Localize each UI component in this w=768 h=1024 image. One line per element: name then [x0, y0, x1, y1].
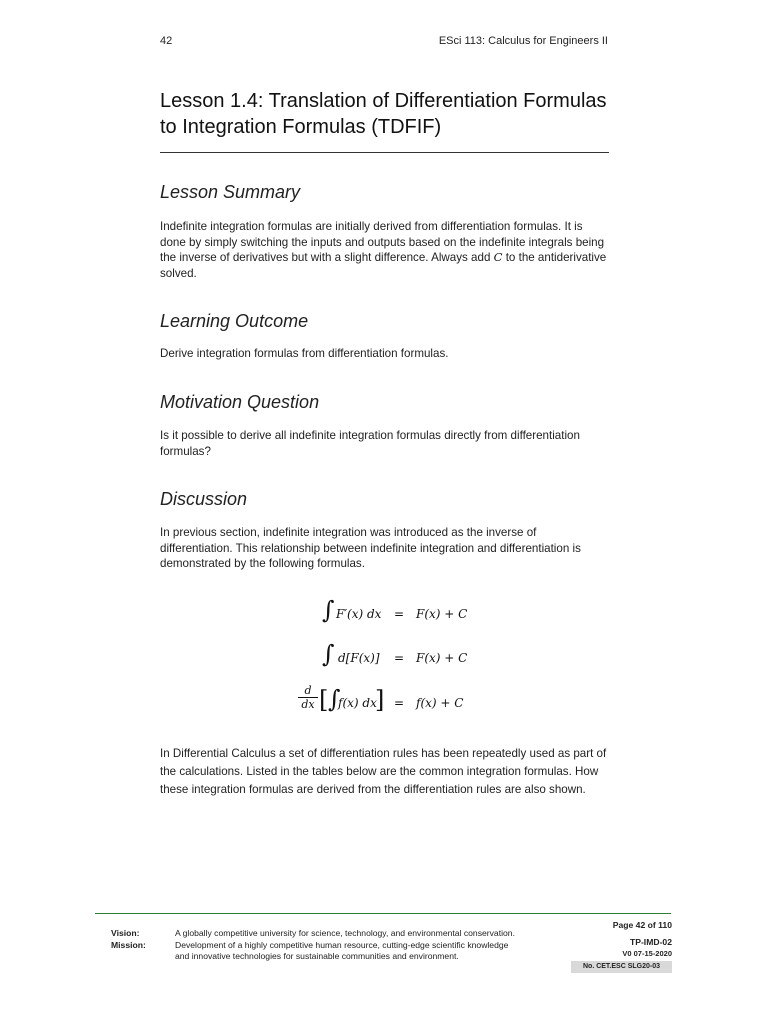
lesson-summary-text: [160, 219, 610, 281]
equation-2: [322, 642, 482, 672]
equation-1-rhs: F(x) + C: [416, 607, 468, 621]
mission-text-line-1: Development of a highly competitive human resource, cutting-edge scientific knowledge: [175, 940, 509, 950]
equation-3-equals: =: [394, 696, 405, 710]
lesson-summary-heading: Lesson Summary: [160, 182, 301, 202]
vision-text: A globally competitive university for science, technology, and environmental conservation.: [175, 928, 515, 938]
discussion-intro-text: In previous section, indefinite integration was introduced as the inverse of differentiation. This relationship between indefinite integration and differentiation is demonstrated by the following formulas.: [160, 526, 581, 570]
equation-1-lhs: F′(x) dx: [336, 607, 382, 621]
summary-text-after: to the antiderivative solved.: [160, 251, 607, 280]
page-of-total: Page 42 of 110: [612, 920, 672, 930]
footer-divider: [95, 913, 671, 914]
learning-outcome-text: Derive integration formulas from differentiation formulas.: [160, 347, 449, 360]
fraction-denominator: dx: [301, 698, 315, 711]
lesson-title: Lesson 1.4: Translation of Differentiation Formulas to Integration Formulas (TDFIF): [160, 90, 607, 138]
integral-sign: ∫: [328, 685, 341, 713]
motivation-question-heading: Motivation Question: [160, 392, 320, 412]
fraction-numerator: d: [298, 684, 318, 698]
left-bracket: [: [319, 686, 329, 714]
integral-sign: ∫: [322, 596, 335, 624]
equation-1: [322, 598, 482, 628]
equation-2-lhs: d[F(x)]: [338, 651, 380, 665]
version-date: V0 07-15-2020: [622, 949, 672, 958]
mission-text-line-2: and innovative technologies for sustainable communities and environment.: [175, 951, 459, 961]
equation-2-rhs: F(x) + C: [416, 651, 468, 665]
motivation-question-text: Is it possible to derive all indefinite integration formulas directly from differentiation formulas?: [160, 429, 580, 458]
vision-label: Vision:: [111, 928, 140, 938]
equation-3: [298, 684, 488, 724]
learning-outcome-heading: Learning Outcome: [160, 311, 309, 331]
equation-3-lhs: f(x) dx: [338, 696, 377, 710]
form-code: TP-IMD-02: [629, 937, 672, 947]
constant-c: C: [493, 250, 503, 264]
course-title: ESci 113: Calculus for Engineers II: [438, 35, 608, 47]
equation-1-equals: =: [394, 607, 405, 621]
right-bracket: ]: [375, 686, 385, 714]
equation-2-equals: =: [394, 651, 405, 665]
integral-sign: ∫: [322, 640, 335, 668]
mission-label: Mission:: [111, 940, 146, 950]
summary-text-before: Indefinite integration formulas are initially derived from differentiation formulas. It is done by simply switching the inputs and outputs based on the indefinite integrals being the inverse of derivatives but with a slight difference. Always add: [160, 220, 605, 264]
equation-3-rhs: f(x) + C: [416, 696, 464, 710]
document-number-badge: No. CET.ESC SLG20-03: [571, 961, 672, 973]
page-number: 42: [160, 35, 173, 47]
discussion-outro-text: In Differential Calculus a set of differentiation rules has been repeatedly used as part of the calculations. Listed in the tables below are the common integration formulas. How these integration formulas are derived from the differentiation rules are also shown.: [160, 747, 607, 796]
derivative-fraction: [298, 684, 318, 711]
title-divider: [160, 152, 609, 153]
discussion-heading: Discussion: [160, 489, 248, 509]
